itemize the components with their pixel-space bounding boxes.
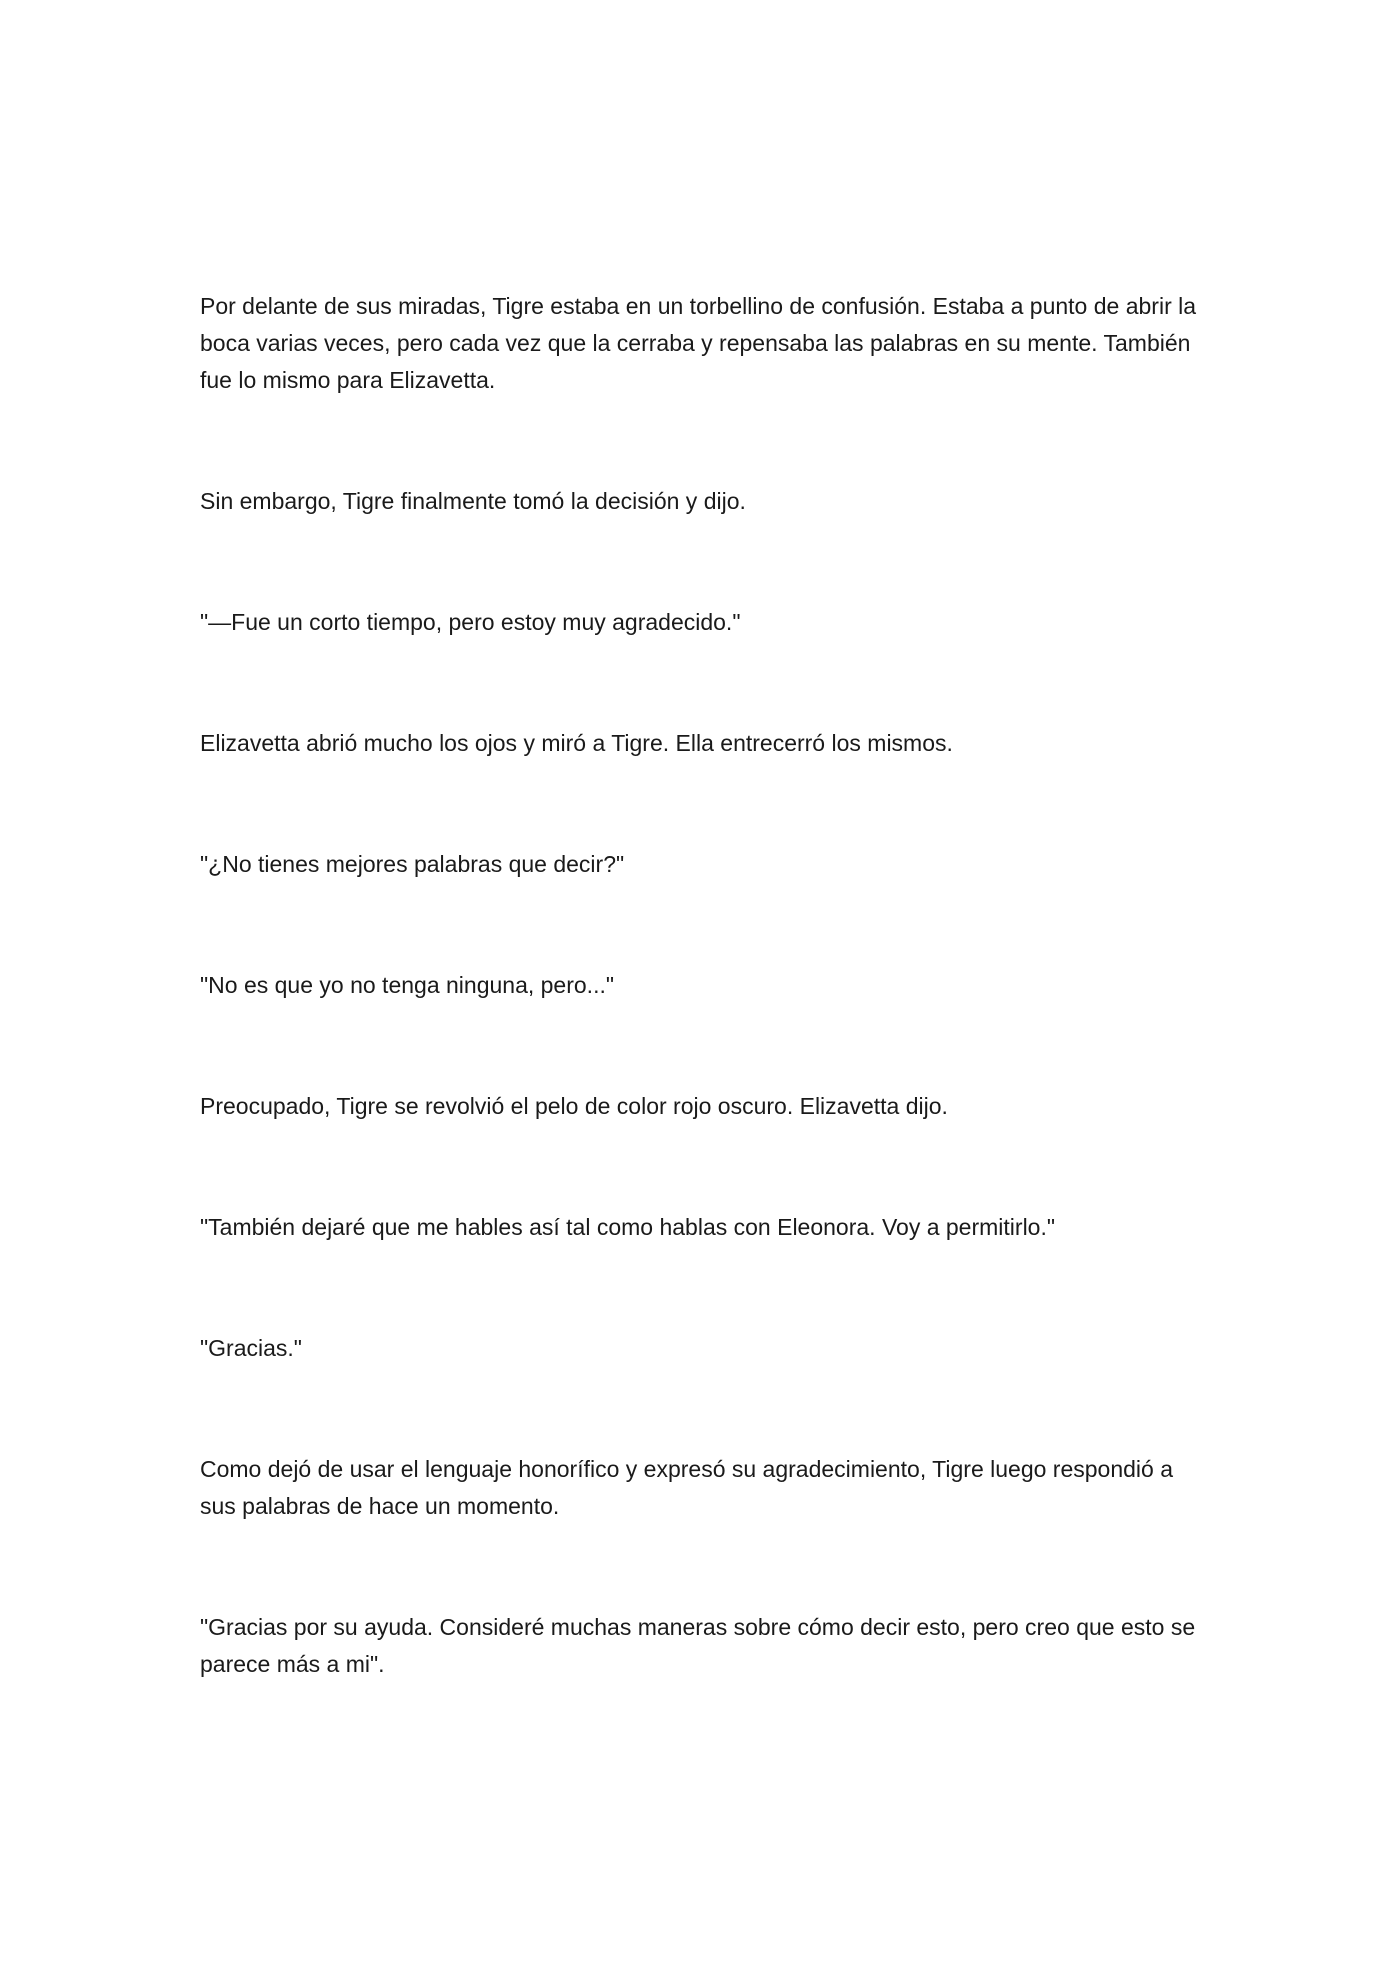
paragraph: Preocupado, Tigre se revolvió el pelo de color rojo oscuro. Elizavetta dijo.	[200, 1093, 948, 1119]
paragraph: Como dejó de usar el lenguaje honorífico y expresó su agradecimiento, Tigre luego respondió a sus palabras de hace un momento.	[200, 1456, 1173, 1519]
paragraph: Sin embargo, Tigre finalmente tomó la decisión y dijo.	[200, 488, 746, 514]
paragraph: "¿No tienes mejores palabras que decir?"	[200, 851, 625, 877]
paragraph: "No es que yo no tenga ninguna, pero..."	[200, 972, 615, 998]
paragraph: Elizavetta abrió mucho los ojos y miró a Tigre. Ella entrecerró los mismos.	[200, 730, 953, 756]
paragraph: Por delante de sus miradas, Tigre estaba en un torbellino de confusión. Estaba a punto de abrir la boca varias veces, pero cada vez que la cerraba y repensaba las palabras en su mente. También fue lo mismo para Elizavetta.	[200, 293, 1197, 393]
paragraph: "Gracias."	[200, 1335, 302, 1361]
paragraph: "Gracias por su ayuda. Consideré muchas maneras sobre cómo decir esto, pero creo que esto se parece más a mi".	[200, 1614, 1196, 1677]
paragraph: "—Fue un corto tiempo, pero estoy muy agradecido."	[200, 609, 741, 635]
paragraph: "También dejaré que me hables así tal como hablas con Eleonora. Voy a permitirlo."	[200, 1214, 1056, 1240]
text-body	[200, 288, 1200, 1767]
